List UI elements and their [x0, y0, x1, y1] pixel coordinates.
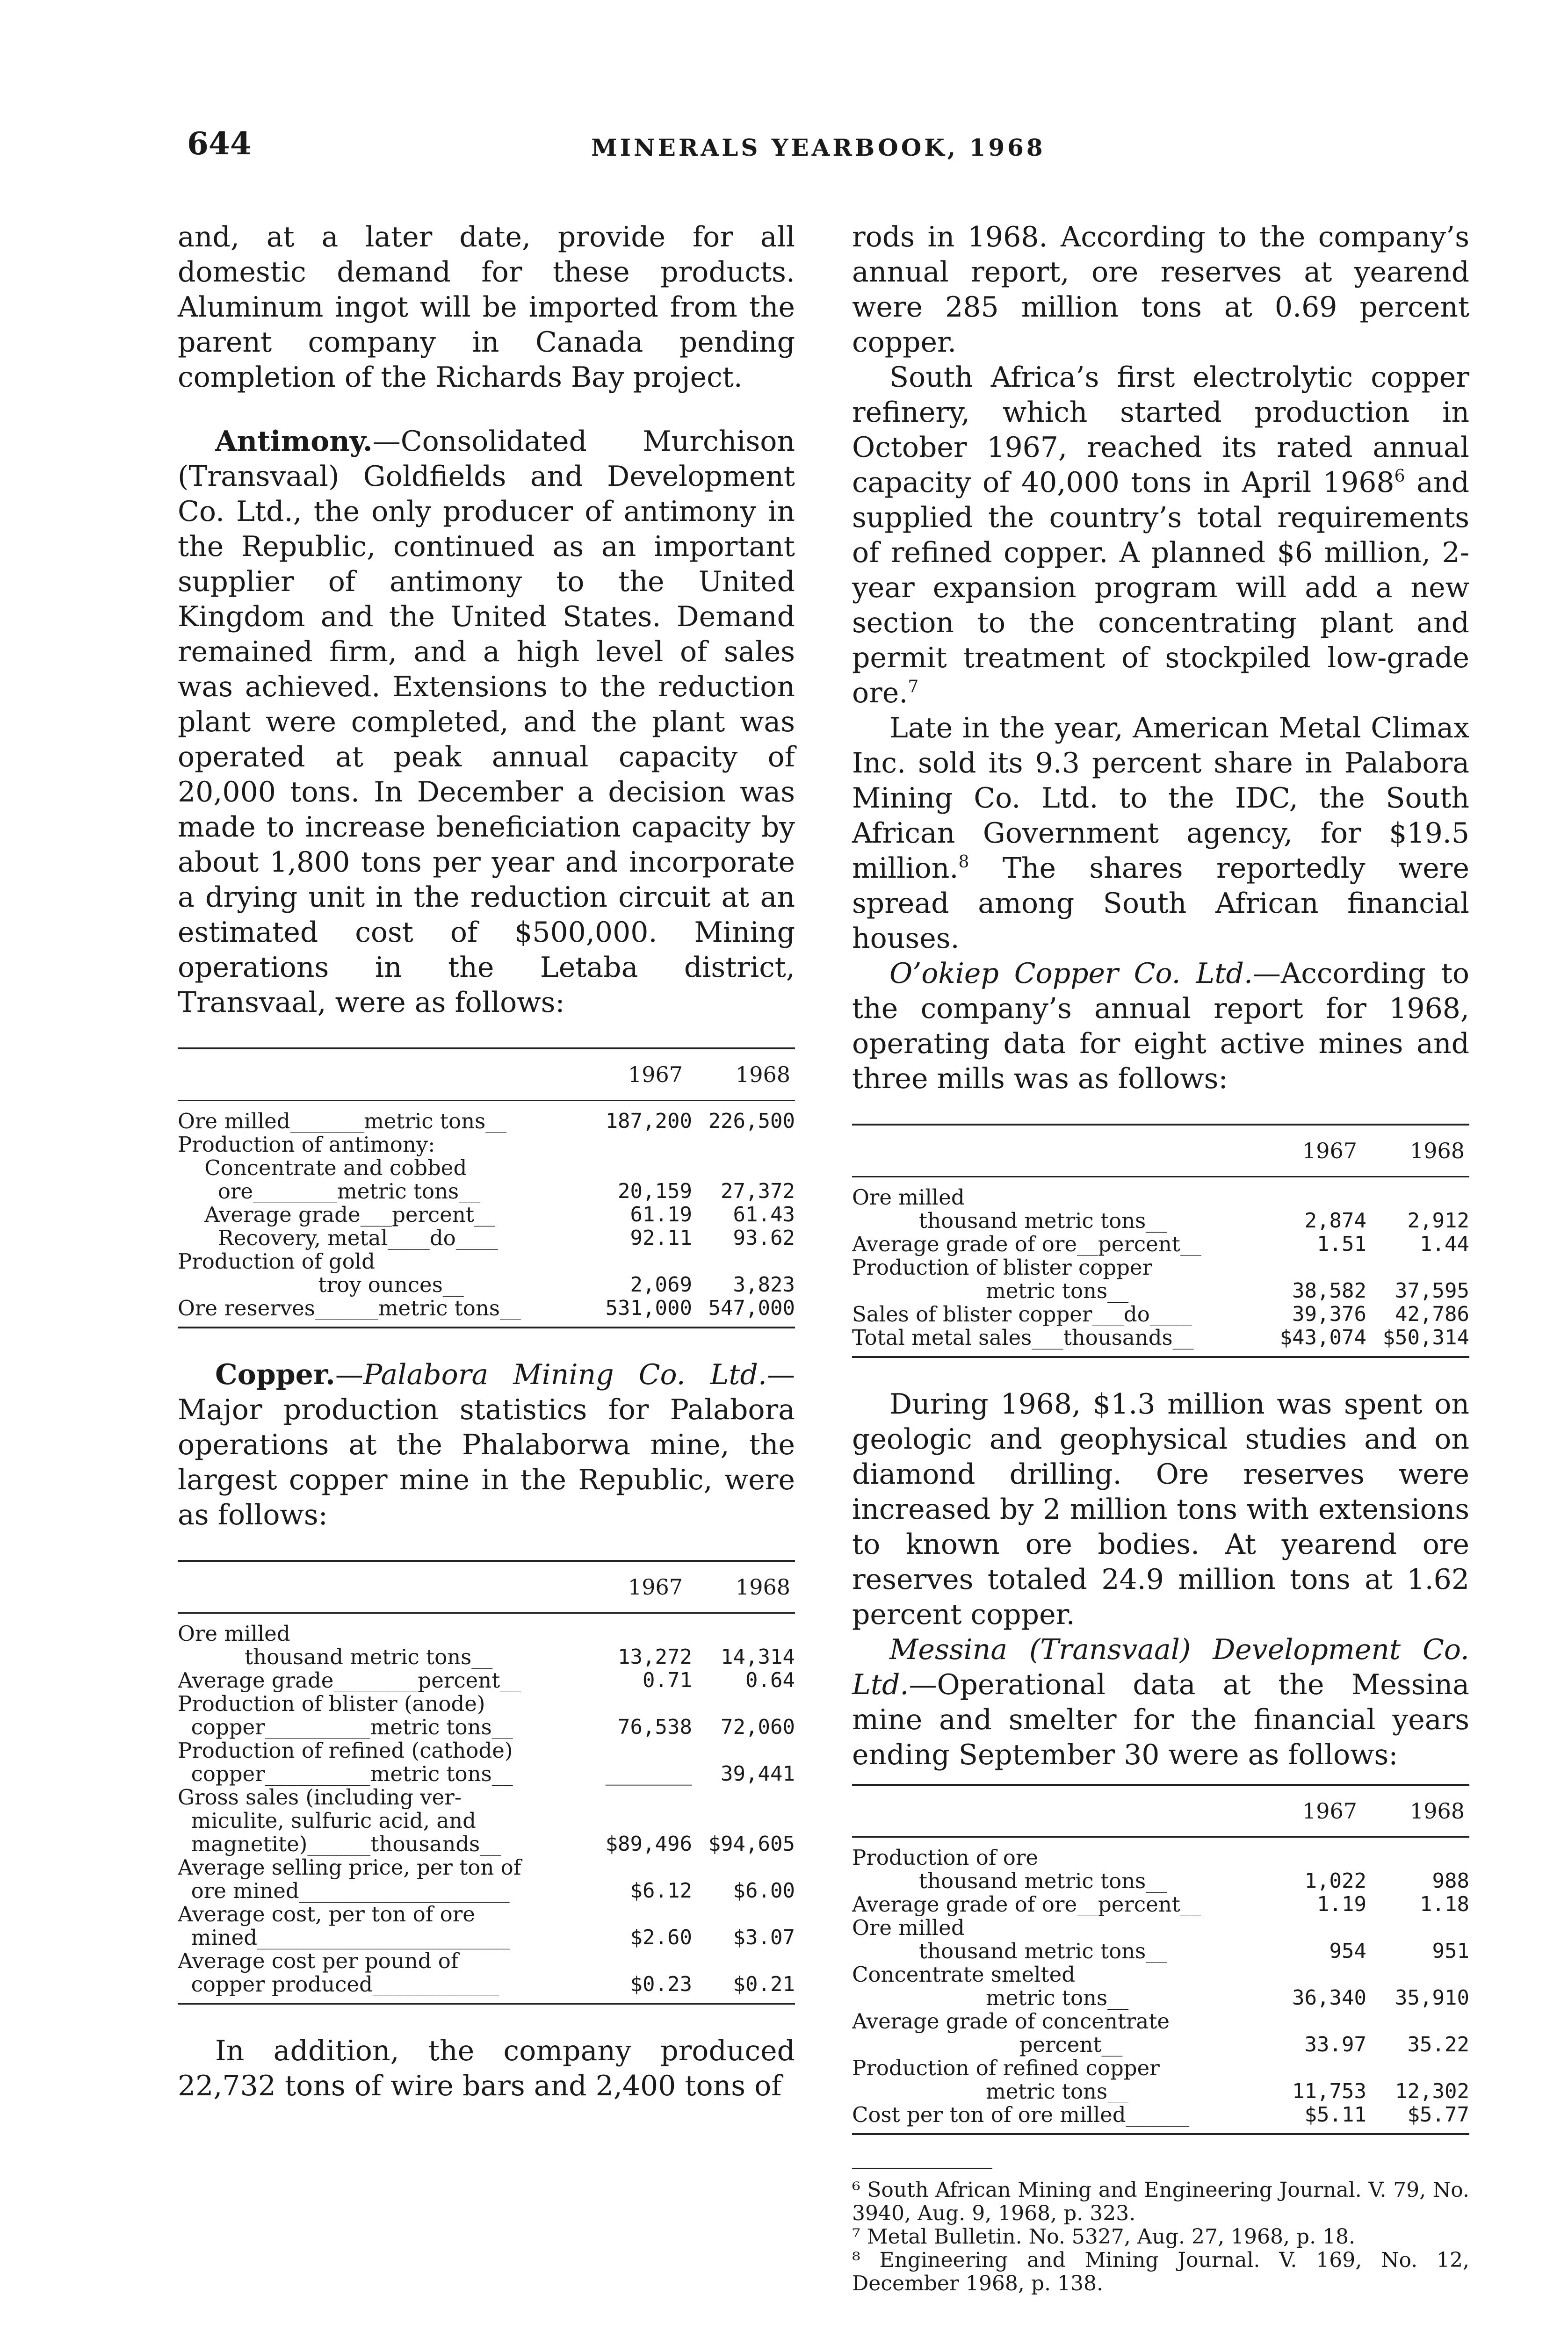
- table-row: [852, 1233, 1469, 1256]
- row-label: metric tons__: [852, 2080, 1129, 2103]
- value-1968: 547,000: [708, 1296, 795, 1320]
- value-1967: $2.60: [630, 1926, 692, 1949]
- row-label: miculite, sulfuric acid, and: [178, 1809, 476, 1833]
- value-1968: [692, 1856, 795, 1879]
- row-label: Average cost, per ton of ore: [178, 1903, 475, 1926]
- value-1968: $6.00: [733, 1879, 795, 1903]
- value-1968: [692, 1156, 795, 1180]
- row-label: copper produced____________: [178, 1973, 499, 1996]
- value-1968: [692, 1739, 795, 1762]
- value-1968: [692, 1809, 795, 1833]
- table-row: [178, 1297, 795, 1320]
- value-1968: [1366, 2010, 1469, 2033]
- table-body: [178, 1614, 795, 2003]
- value-1967: [1264, 2010, 1366, 2033]
- okiep-company: O’okiep Copper Co. Ltd.: [889, 957, 1253, 990]
- value-1968: $3.07: [733, 1926, 795, 1949]
- value-1968: $94,605: [708, 1832, 795, 1856]
- table-row: [178, 1273, 795, 1297]
- table-header: [852, 1126, 1469, 1177]
- value-1967: 13,272: [618, 1645, 692, 1669]
- value-1967: [1264, 1846, 1366, 1869]
- value-1968: [692, 1133, 795, 1156]
- row-label: magnetite)______thousands__: [178, 1833, 501, 1856]
- table-row: [178, 1903, 795, 1926]
- value-1967: [589, 1156, 692, 1180]
- value-1968: 39,441: [721, 1762, 795, 1786]
- table-row: [852, 1916, 1469, 1940]
- paragraph-wire-bars: In addition, the company produced 22,732 tons of wire bars and 2,400 tons of: [178, 2035, 795, 2102]
- messina-table: [852, 1784, 1469, 2135]
- table-row: [852, 1303, 1469, 1326]
- value-1968: 35,910: [1395, 1986, 1469, 2010]
- table-row: [178, 1133, 795, 1156]
- row-label: Ore milled_______metric tons__: [178, 1110, 507, 1133]
- row-label: Production of gold: [178, 1250, 375, 1273]
- value-1967: 531,000: [605, 1296, 692, 1320]
- row-label: Cost per ton of ore milled______: [852, 2103, 1189, 2127]
- value-1967: [1264, 2057, 1366, 2080]
- paragraph-okiep: [852, 956, 1469, 1097]
- value-1968: [1366, 1963, 1469, 1986]
- table-row: [178, 1227, 795, 1250]
- row-label: metric tons__: [852, 1986, 1129, 2010]
- footnote-divider: [852, 2168, 992, 2169]
- row-label: Total metal sales___thousands__: [852, 1326, 1194, 1349]
- table-row: [852, 2103, 1469, 2127]
- value-1968: 3,823: [733, 1273, 795, 1297]
- row-label: Ore reserves______metric tons__: [178, 1297, 521, 1320]
- value-1968: $50,314: [1382, 1326, 1469, 1349]
- table-row: [178, 1973, 795, 1996]
- value-1967: $6.12: [630, 1879, 692, 1903]
- row-label: Average grade of ore__percent__: [852, 1233, 1201, 1256]
- col-1967: 1967: [1302, 1138, 1357, 1163]
- row-label: copper__________metric tons__: [178, 1716, 513, 1739]
- value-1968: $0.21: [733, 1972, 795, 1996]
- row-label: Production of ore: [852, 1846, 1039, 1869]
- row-label: Production of blister copper: [852, 1256, 1153, 1279]
- value-1968: [1366, 1846, 1469, 1869]
- table-row: [178, 1786, 795, 1809]
- row-label: Ore milled: [852, 1916, 965, 1940]
- table-row: [178, 1622, 795, 1645]
- row-label: thousand metric tons__: [178, 1645, 493, 1669]
- footnote-8: ⁸ Engineering and Mining Journal. V. 169, No. 12, December 1968, p. 138.: [852, 2248, 1469, 2295]
- row-label: ore________metric tons__: [178, 1180, 480, 1203]
- table-row: [852, 1963, 1469, 1986]
- value-1968: 951: [1432, 1939, 1469, 1963]
- col-1968: 1968: [1409, 1138, 1465, 1163]
- value-1968: [692, 1786, 795, 1809]
- table-row: [852, 1326, 1469, 1349]
- table-body: [178, 1101, 795, 1327]
- value-1967: $0.23: [630, 1972, 692, 1996]
- table-row: [852, 1256, 1469, 1279]
- value-1967: 92.11: [630, 1226, 692, 1250]
- value-1968: [692, 1692, 795, 1716]
- table-row: [852, 2057, 1469, 2080]
- table-row: [178, 1856, 795, 1879]
- value-1968: $5.77: [1407, 2103, 1469, 2127]
- value-1967: 1,022: [1304, 1869, 1366, 1893]
- value-1967: 0.71: [643, 1668, 692, 1692]
- value-1967: [589, 1949, 692, 1973]
- value-1968: [1366, 1256, 1469, 1279]
- table-row: [178, 1156, 795, 1180]
- value-1968: 1.18: [1420, 1892, 1469, 1916]
- value-1967: 33.97: [1304, 2033, 1366, 2057]
- value-1967: [589, 1692, 692, 1716]
- value-1967: [589, 1856, 692, 1879]
- amax-text-b: The shares reportedly were spread among South African financial houses.: [852, 852, 1469, 955]
- value-1967: 20,159: [618, 1179, 692, 1203]
- paragraph-rods-cont: rods in 1968. According to the company’s annual report, ore reserves at yearend were 285 million tons at 0.69 percent copper.: [852, 221, 1469, 359]
- row-label: copper__________metric tons__: [178, 1762, 513, 1786]
- row-label: metric tons__: [852, 1279, 1129, 1303]
- table-row: [852, 1893, 1469, 1916]
- value-1967: 187,200: [605, 1109, 692, 1133]
- row-label: thousand metric tons__: [852, 1940, 1167, 1963]
- refinery-text-b: and supplied the country’s total requirements of refined copper. A planned $6 million, 2-year expansion program will add a new section to the concentrating plant and permit treatment of stockpiled low-grade ore.: [852, 466, 1469, 709]
- value-1967: [589, 1250, 692, 1273]
- row-label: Sales of blister copper___do____: [852, 1303, 1192, 1326]
- footnote-7: ⁷ Metal Bulletin. No. 5327, Aug. 27, 1968, p. 18.: [852, 2225, 1356, 2249]
- table-row: [178, 1716, 795, 1739]
- messina-company: Messina (Transvaal) Development Co. Ltd.: [852, 1633, 1469, 1701]
- col-1967: 1967: [628, 1062, 683, 1087]
- value-1968: [692, 1949, 795, 1973]
- col-1968: 1968: [1409, 1798, 1465, 1824]
- table-row: [852, 1209, 1469, 1233]
- value-1967: [589, 1133, 692, 1156]
- amax-text-a: Late in the year, American Metal Climax Inc. sold its 9.3 percent share in Palabora Mining Co. Ltd. to the IDC, the South African Government agency, for $19.5 million.: [852, 712, 1469, 885]
- page-header: [178, 125, 1459, 177]
- value-1967: 76,538: [618, 1715, 692, 1739]
- copper-heading: Copper.: [215, 1358, 335, 1391]
- value-1968: 0.64: [745, 1668, 795, 1692]
- row-label: Production of refined (cathode): [178, 1739, 513, 1762]
- value-1968: [1366, 2057, 1469, 2080]
- copper-text: —Major production statistics for Palabora operations at the Phalaborwa mine, the largest copper mine in the Republic, were as follows:: [178, 1358, 795, 1531]
- paragraph-amax: [852, 711, 1469, 956]
- antimony-heading: Antimony.: [215, 425, 373, 458]
- table-row: [852, 2010, 1469, 2033]
- table-row: [178, 1203, 795, 1227]
- value-1967: $89,496: [605, 1832, 692, 1856]
- value-1968: 42,786: [1395, 1302, 1469, 1326]
- footnote-ref-8: 8: [958, 852, 969, 872]
- row-label: mined________________________: [178, 1926, 510, 1949]
- table-row: [852, 1846, 1469, 1869]
- value-1967: 38,582: [1292, 1279, 1366, 1303]
- row-label: Average grade___percent__: [178, 1203, 495, 1227]
- value-1967: 61.19: [630, 1203, 692, 1227]
- row-label: Average grade of concentrate: [852, 2010, 1170, 2033]
- table-row: [178, 1762, 795, 1786]
- paragraph-antimony: [178, 424, 795, 1020]
- table-row: [852, 1986, 1469, 2010]
- table-header: [852, 1786, 1469, 1838]
- left-column: [178, 220, 795, 2104]
- table-header: [178, 1049, 795, 1101]
- row-label: Recovery, metal____do____: [178, 1227, 498, 1250]
- value-1967: 36,340: [1292, 1986, 1366, 2010]
- value-1967: [589, 1786, 692, 1809]
- value-1967: 1.19: [1317, 1892, 1366, 1916]
- value-1968: 93.62: [733, 1226, 795, 1250]
- value-1967: [589, 1739, 692, 1762]
- table-row: [178, 1809, 795, 1833]
- footnote-ref-6: 6: [1394, 467, 1405, 486]
- paragraph-aluminum-cont: and, at a later date, provide for all domestic demand for these products. Aluminum ingot will be imported from the parent company in Canada pending completion of the Richards Bay project.: [178, 221, 795, 394]
- table-row: [178, 1833, 795, 1856]
- table-row: [852, 2033, 1469, 2057]
- table-row: [178, 1669, 795, 1692]
- row-label: Ore milled: [178, 1622, 290, 1645]
- palabora-company: Palabora Mining Co. Ltd.: [363, 1358, 767, 1391]
- value-1967: 954: [1329, 1939, 1366, 1963]
- value-1968: [692, 1250, 795, 1273]
- row-label: percent__: [852, 2033, 1123, 2057]
- row-label: Ore milled: [852, 1186, 965, 1209]
- row-label: Average cost per pound of: [178, 1949, 459, 1973]
- value-1967: 2,874: [1304, 1209, 1366, 1233]
- value-1968: 14,314: [721, 1645, 795, 1669]
- table-row: [852, 1940, 1469, 1963]
- value-1968: 35.22: [1407, 2033, 1469, 2057]
- value-1968: 1.44: [1420, 1232, 1469, 1256]
- paragraph-copper: [178, 1357, 795, 1533]
- value-1967: 11,753: [1292, 2079, 1366, 2103]
- paragraph-refinery: [852, 360, 1469, 711]
- value-1968: 37,595: [1395, 1279, 1469, 1303]
- row-label: Concentrate smelted: [852, 1963, 1076, 1986]
- table-body: [852, 1177, 1469, 1356]
- table-header: [178, 1562, 795, 1614]
- value-1967: 39,376: [1292, 1302, 1366, 1326]
- value-1968: 226,500: [708, 1109, 795, 1133]
- value-1968: 2,912: [1407, 1209, 1469, 1233]
- value-1967: $5.11: [1304, 2103, 1366, 2127]
- value-1967: [1264, 1256, 1366, 1279]
- palabora-table: [178, 1560, 795, 2005]
- value-1968: [1366, 1186, 1469, 1209]
- row-label: ore mined____________________: [178, 1879, 510, 1903]
- copper-dash: —: [335, 1358, 363, 1391]
- col-1967: 1967: [1302, 1798, 1357, 1824]
- value-1967: [589, 1809, 692, 1833]
- table-row: [178, 1949, 795, 1973]
- value-1967: [589, 1622, 692, 1645]
- table-row: [852, 1869, 1469, 1893]
- value-1968: 12,302: [1395, 2079, 1469, 2103]
- row-label: Average grade________percent__: [178, 1669, 521, 1692]
- value-1967: $43,074: [1279, 1326, 1366, 1349]
- value-1968: 72,060: [721, 1715, 795, 1739]
- row-label: troy ounces__: [178, 1273, 464, 1297]
- running-title: MINERALS YEARBOOK, 1968: [591, 134, 1046, 161]
- messina-text: —Operational data at the Messina mine and smelter for the financial years ending September 30 were as follows:: [852, 1668, 1469, 1771]
- table-row: [178, 1250, 795, 1273]
- table-row: [852, 1279, 1469, 1303]
- row-label: thousand metric tons__: [852, 1869, 1167, 1893]
- page-number: 644: [187, 125, 252, 162]
- value-1967: [589, 1903, 692, 1926]
- value-1968: 61.43: [733, 1203, 795, 1227]
- value-1967: [1264, 1916, 1366, 1940]
- table-row: [178, 1645, 795, 1669]
- row-label: Concentrate and cobbed: [178, 1156, 467, 1180]
- antimony-text: —Consolidated Murchison (Transvaal) Goldfields and Development Co. Ltd., the only producer of antimony in the Republic, continued as an important supplier of antimony to the United Kingdom and the United States. Demand remained firm, and a high level of sales was achieved. Extensions to the reduction plant were completed, and the plant was operated at peak annual capacity of 20,000 tons. In December a decision was made to increase beneficiation capacity by about 1,800 tons per year and incorporate a drying unit in the reduction circuit at an estimated cost of $500,000. Mining operations in the Letaba district, Transvaal, were as follows:: [178, 425, 795, 1019]
- table-row: [852, 1186, 1469, 1209]
- value-1967: 1.51: [1317, 1232, 1366, 1256]
- refinery-text-a: South Africa’s first electrolytic copper refinery, which started production in October 1967, reached its rated annual capacity of 40,000 tons in April 1968: [852, 361, 1469, 499]
- table-row: [178, 1180, 795, 1203]
- row-label: thousand metric tons__: [852, 1209, 1167, 1233]
- row-label: Production of refined copper: [852, 2057, 1160, 2080]
- antimony-table: [178, 1047, 795, 1328]
- row-label: Production of antimony:: [178, 1133, 435, 1156]
- row-label: Production of blister (anode): [178, 1692, 485, 1716]
- value-1967: [1264, 1186, 1366, 1209]
- okiep-table: [852, 1124, 1469, 1358]
- row-label: Average selling price, per ton of: [178, 1856, 521, 1879]
- footnote-6: ⁶ South African Mining and Engineering Journal. V. 79, No. 3940, Aug. 9, 1968, p. 323.: [852, 2178, 1469, 2225]
- okiep-text: —According to the company’s annual report for 1968, operating data for eight active mines and three mills was as follows:: [852, 957, 1469, 1095]
- footnote-ref-7: 7: [908, 677, 919, 696]
- table-row: [178, 1879, 795, 1903]
- value-1968: [692, 1622, 795, 1645]
- table-row: [178, 1110, 795, 1133]
- table-row: [178, 1739, 795, 1762]
- table-body: [852, 1838, 1469, 2133]
- value-1968: [1366, 1916, 1469, 1940]
- value-1967: _______: [605, 1762, 692, 1786]
- footnotes: [852, 2168, 1469, 2295]
- value-1968: 988: [1432, 1869, 1469, 1893]
- value-1967: [1264, 1963, 1366, 1986]
- col-1968: 1968: [735, 1574, 790, 1600]
- paragraph-drilling: During 1968, $1.3 million was spent on geologic and geophysical studies and on diamond drilling. Ore reserves were increased by 2 million tons with extensions to known ore bodies. At yearend ore reserves totaled 24.9 million tons at 1.62 percent copper.: [852, 1388, 1469, 1631]
- right-column: [852, 220, 1469, 2295]
- value-1967: 2,069: [630, 1273, 692, 1297]
- table-row: [178, 1926, 795, 1949]
- paragraph-messina: [852, 1632, 1469, 1773]
- col-1968: 1968: [735, 1062, 790, 1087]
- row-label: Gross sales (including ver-: [178, 1786, 462, 1809]
- row-label: Average grade of ore__percent__: [852, 1893, 1201, 1916]
- col-1967: 1967: [628, 1574, 683, 1600]
- value-1968: [692, 1903, 795, 1926]
- table-row: [178, 1692, 795, 1716]
- value-1968: 27,372: [721, 1179, 795, 1203]
- table-row: [852, 2080, 1469, 2103]
